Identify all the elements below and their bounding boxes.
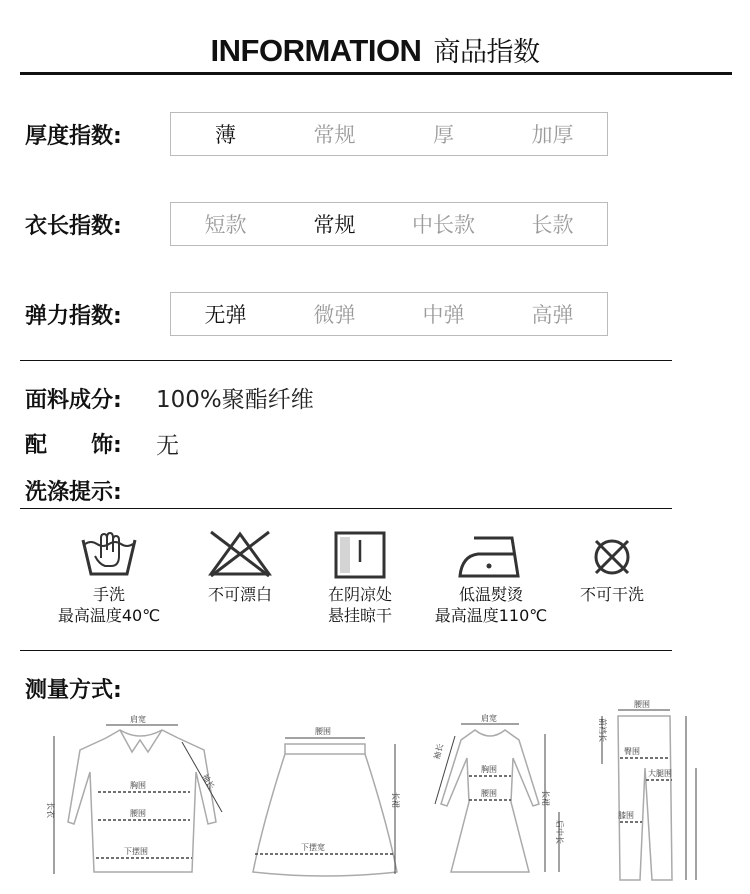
shirt-hem-label: 下摆围 — [124, 847, 148, 856]
skirt-hem-label: 下摆宽 — [301, 843, 325, 852]
dress-shoulder-label: 肩宽 — [481, 714, 497, 723]
shirt-chest-label: 胸围 — [130, 781, 146, 790]
shirt-measure-diagram — [40, 712, 240, 887]
no-bleach-icon — [205, 530, 275, 580]
title-english: INFORMATION — [210, 33, 422, 68]
care-line: 手洗 — [92, 585, 125, 604]
care-line: 悬挂晾干 — [327, 606, 392, 625]
pants-waist-label: 腰围 — [634, 700, 650, 709]
skirt-measure-diagram — [245, 712, 415, 887]
thickness-label: 厚度指数: — [25, 124, 122, 149]
length-option: 长款 — [531, 213, 574, 237]
dress-waist-label: 腰围 — [481, 789, 497, 798]
elasticity-option: 高弹 — [531, 303, 574, 327]
skirt-waist-label: 腰围 — [315, 727, 331, 736]
section-divider — [20, 508, 672, 509]
no-dry-clean-icon — [582, 530, 642, 580]
dress-measure-diagram — [425, 712, 575, 887]
low-iron-icon — [456, 530, 526, 580]
pants-measure-diagram — [588, 698, 700, 888]
thickness-option: 常规 — [313, 123, 356, 147]
care-line: 在阴凉处 — [327, 585, 392, 604]
length-option: 常规 — [313, 213, 356, 237]
dress-sleeve-label: 袖长 — [432, 742, 446, 761]
dress-length-label: 长裙 — [541, 790, 550, 806]
pants-knee-label: 膝围 — [618, 811, 634, 820]
accessory-label: 配 饰: — [25, 433, 122, 458]
thickness-option: 加厚 — [531, 123, 574, 147]
section-divider — [20, 360, 672, 361]
material-value: 100%聚酯纤维 — [156, 387, 314, 413]
thickness-option: 厚 — [433, 123, 454, 147]
elasticity-scale — [170, 292, 608, 336]
care-no-dry-clean — [532, 530, 692, 605]
section-divider — [20, 650, 672, 651]
pants-thigh-label: 大腿围 — [648, 769, 672, 778]
title-divider — [20, 72, 732, 75]
accessory-value: 无 — [156, 433, 179, 459]
shade-dry-icon — [330, 530, 390, 580]
length-label: 衣长指数: — [25, 214, 122, 239]
elasticity-label: 弹力指数: — [25, 304, 122, 329]
page-title — [0, 30, 750, 69]
dress-chest-label: 胸围 — [481, 765, 497, 774]
shirt-shoulder-label: 肩宽 — [130, 715, 146, 724]
length-option: 短款 — [204, 213, 247, 237]
pants-front-rise-label: 前裆长 — [598, 718, 607, 742]
shirt-length-label: 长衣 — [46, 802, 55, 818]
shirt-waist-label: 腰围 — [130, 809, 146, 818]
measure-label: 测量方式: — [25, 678, 122, 703]
shirt-sleeve-label: 袖长 — [200, 772, 217, 791]
length-option: 中长款 — [412, 213, 475, 237]
length-scale — [170, 202, 608, 246]
material-label: 面料成分: — [25, 388, 122, 413]
dress-back-length-label: 后中长 — [555, 820, 564, 844]
care-line: 不可干洗 — [579, 585, 644, 604]
care-line: 不可漂白 — [207, 585, 272, 604]
elasticity-option: 中弹 — [422, 303, 465, 327]
hand-wash-icon — [79, 530, 139, 580]
care-line: 最高温度110℃ — [434, 606, 548, 625]
care-line: 最高温度40℃ — [57, 606, 161, 625]
elasticity-option: 微弹 — [313, 303, 356, 327]
elasticity-option: 无弹 — [204, 303, 247, 327]
thickness-scale — [170, 112, 608, 156]
title-chinese: 商品指数 — [433, 37, 540, 68]
care-line: 低温熨烫 — [458, 585, 523, 604]
skirt-length-label: 长裙 — [391, 792, 400, 808]
pants-hip-label: 臀围 — [624, 747, 640, 756]
care-label: 洗涤提示: — [25, 480, 122, 505]
thickness-option: 薄 — [215, 123, 236, 147]
